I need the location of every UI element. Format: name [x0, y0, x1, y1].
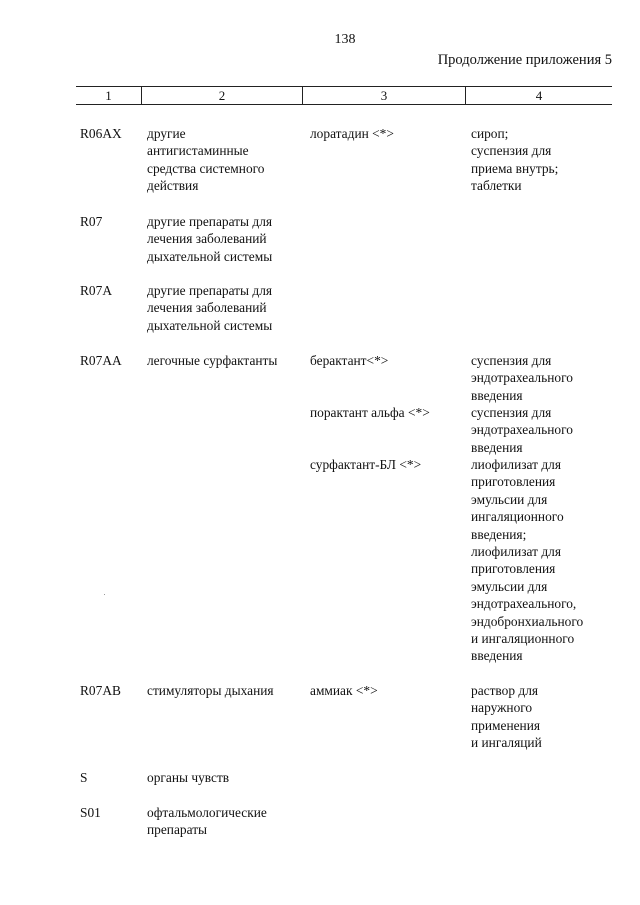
- table-header: [76, 86, 612, 105]
- dosage-form: раствор для наружного применения и ингаляций: [471, 683, 542, 751]
- dosage-form: суспензия для эндотрахеального введения: [471, 353, 573, 403]
- continuation-caption: Продолжение приложения 5: [437, 52, 612, 68]
- atc-code: S: [80, 770, 88, 785]
- drug-name: аммиак <*>: [310, 683, 378, 698]
- drug-name: сурфактант-БЛ <*>: [310, 457, 422, 472]
- column-header-3: 3: [302, 87, 465, 104]
- pharmacological-group: офтальмологические препараты: [147, 805, 267, 838]
- atc-code: R07: [80, 214, 103, 229]
- pharmacological-group: стимуляторы дыхания: [147, 683, 274, 698]
- atc-code: R07AA: [80, 353, 122, 368]
- dosage-form: сироп; суспензия для приема внутрь; таблетки: [471, 126, 559, 194]
- dosage-form: лиофилизат для приготовления эмульсии для ингаляционного введения; лиофилизат для приготовления эмульсии для эндотрахеального, эндобронхиального и ингаляционного введения: [471, 457, 584, 664]
- pharmacological-group: другие препараты для лечения заболеваний дыхательной системы: [147, 283, 273, 333]
- scan-speck: [104, 594, 105, 595]
- drug-name: берактант<*>: [310, 353, 389, 368]
- drug-name: лоратадин <*>: [310, 126, 394, 141]
- atc-code: S01: [80, 805, 101, 820]
- pharmacological-group: другие препараты для лечения заболеваний дыхательной системы: [147, 214, 273, 264]
- atc-code: R07AB: [80, 683, 121, 698]
- pharmacological-group: легочные сурфактанты: [147, 353, 278, 368]
- drug-name: порактант альфа <*>: [310, 405, 430, 420]
- atc-code: R07A: [80, 283, 112, 298]
- atc-code: R06AX: [80, 126, 122, 141]
- pharmacological-group: органы чувств: [147, 770, 230, 785]
- column-header-4: 4: [465, 87, 612, 104]
- column-header-1: 1: [105, 88, 112, 103]
- page-number: 138: [334, 32, 356, 47]
- dosage-form: суспензия для эндотрахеального введения: [471, 405, 573, 455]
- pharmacological-group: другие антигистаминные средства системного действия: [147, 126, 265, 194]
- column-header-2: 2: [141, 87, 302, 104]
